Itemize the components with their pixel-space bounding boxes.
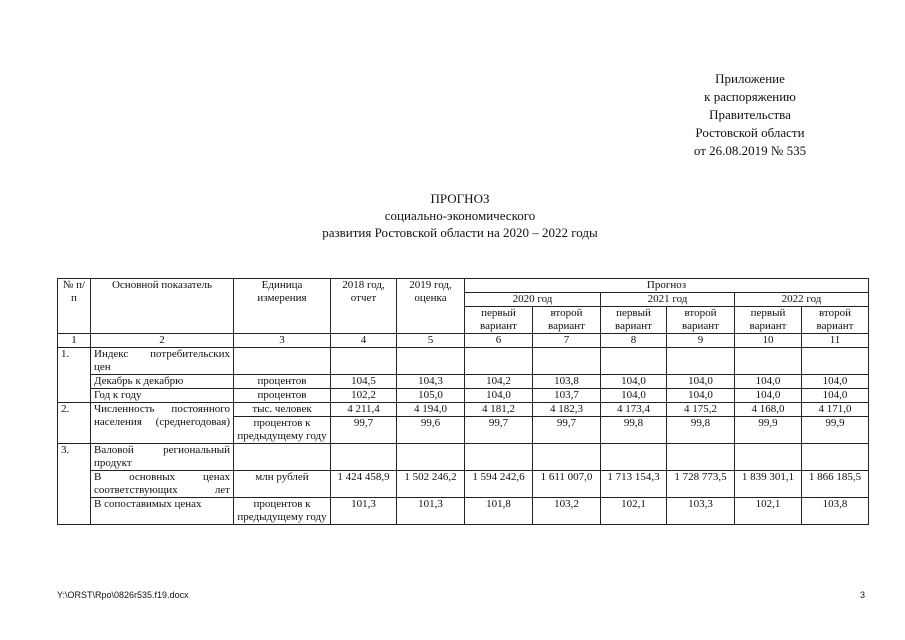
value-cell: 104,0 [735,389,802,403]
value-cell: 101,3 [397,498,465,525]
value-cell: 4 175,2 [667,403,735,417]
appendix-line: Правительства [709,107,791,122]
value-cell: 104,0 [802,389,869,403]
value-cell: 99,6 [397,417,465,444]
value-cell: 103,8 [802,498,869,525]
unit-cell: процентов [234,389,331,403]
value-cell: 103,7 [533,389,601,403]
appendix-line: Ростовской области [695,125,805,140]
column-number: 1 [58,334,91,348]
file-path: Y:\ORST\Rpo\0826r535.f19.docx [57,590,189,600]
page-number: 3 [860,590,866,600]
value-cell: 99,9 [735,417,802,444]
header-variant: второй вариант [667,307,735,334]
indicator-name: Год к году [91,389,234,403]
value-cell: 104,0 [601,389,667,403]
row-num: 2. [58,403,91,444]
value-cell: 105,0 [397,389,465,403]
header-2018: 2018 год, отчет [331,279,397,334]
column-number: 6 [465,334,533,348]
value-cell: 103,3 [667,498,735,525]
header-unit: Единица измерения [234,279,331,334]
value-cell: 1 424 458,9 [331,471,397,498]
value-cell: 104,0 [465,389,533,403]
table-row [58,498,869,525]
value-cell: 104,0 [601,375,667,389]
header-row [58,279,869,293]
value-cell: 103,8 [533,375,601,389]
value-cell: 1 594 242,6 [465,471,533,498]
appendix-line: к распоряжению [704,89,796,104]
value-cell: 4 168,0 [735,403,802,417]
column-number: 4 [331,334,397,348]
value-cell: 99,8 [601,417,667,444]
value-cell: 103,2 [533,498,601,525]
value-cell: 104,0 [667,375,735,389]
indicator-name: Валовой региональный продукт [91,444,234,471]
table-row [58,389,869,403]
value-cell: 1 839 301,1 [735,471,802,498]
header-2021: 2021 год [601,293,735,307]
header-variant: второй вариант [533,307,601,334]
value-cell: 101,3 [331,498,397,525]
header-num: № п/п [58,279,91,334]
value-cell: 4 211,4 [331,403,397,417]
value-cell: 99,7 [331,417,397,444]
document-title [200,190,720,241]
table-row [58,444,869,471]
value-cell: 104,0 [735,375,802,389]
value-cell: 1 728 773,5 [667,471,735,498]
header-variant: первый вариант [601,307,667,334]
header-2020: 2020 год [465,293,601,307]
indicator-name: Индекс потребительских цен [91,348,234,375]
column-number: 3 [234,334,331,348]
unit-cell: млн рублей [234,471,331,498]
title-line: социально-экономического [384,208,536,223]
value-cell: 1 866 185,5 [802,471,869,498]
unit-cell: тыс. человек [234,403,331,417]
header-indicator: Основной показатель [91,279,234,334]
indicator-name: Декабрь к декабрю [91,375,234,389]
column-number: 11 [802,334,869,348]
indicator-name: В основных ценах соответствующих лет [91,471,234,498]
column-number-row [58,334,869,348]
value-cell: 1 611 007,0 [533,471,601,498]
value-cell: 4 173,4 [601,403,667,417]
appendix-block [640,70,860,160]
column-number: 5 [397,334,465,348]
column-number: 8 [601,334,667,348]
column-number: 10 [735,334,802,348]
header-variant: первый вариант [735,307,802,334]
column-number: 2 [91,334,234,348]
row-num: 1. [58,348,91,403]
forecast-table [57,278,869,525]
unit-cell: процентов к предыдущему году [234,498,331,525]
value-cell: 4 171,0 [802,403,869,417]
header-variant: первый вариант [465,307,533,334]
value-cell: 99,7 [533,417,601,444]
value-cell: 102,1 [735,498,802,525]
title-line: ПРОГНОЗ [430,191,490,206]
header-2022: 2022 год [735,293,869,307]
value-cell: 99,9 [802,417,869,444]
appendix-line: Приложение [715,71,785,86]
appendix-line: от 26.08.2019 № 535 [693,143,807,158]
value-cell: 99,7 [465,417,533,444]
value-cell: 104,3 [397,375,465,389]
table-row [58,471,869,498]
value-cell: 102,1 [601,498,667,525]
value-cell: 104,5 [331,375,397,389]
unit-cell: процентов [234,375,331,389]
header-variant: второй вариант [802,307,869,334]
indicator-name: В сопоставимых ценах [91,498,234,525]
value-cell: 102,2 [331,389,397,403]
header-2019: 2019 год, оценка [397,279,465,334]
value-cell: 4 182,3 [533,403,601,417]
value-cell: 104,0 [667,389,735,403]
column-number: 7 [533,334,601,348]
title-line: развития Ростовской области на 2020 – 2022 годы [322,225,598,240]
column-number: 9 [667,334,735,348]
unit-cell: процентов к предыдущему году [234,417,331,444]
value-cell: 104,2 [465,375,533,389]
value-cell: 1 502 246,2 [397,471,465,498]
table-row [58,348,869,375]
value-cell: 104,0 [802,375,869,389]
value-cell: 4 181,2 [465,403,533,417]
table-row [58,403,869,417]
value-cell: 101,8 [465,498,533,525]
value-cell: 99,8 [667,417,735,444]
value-cell: 4 194,0 [397,403,465,417]
indicator-name: Численность постоянного населения (среднегодовая) [91,403,234,444]
row-num: 3. [58,444,91,525]
table-row [58,375,869,389]
value-cell: 1 713 154,3 [601,471,667,498]
header-forecast: Прогноз [465,279,869,293]
